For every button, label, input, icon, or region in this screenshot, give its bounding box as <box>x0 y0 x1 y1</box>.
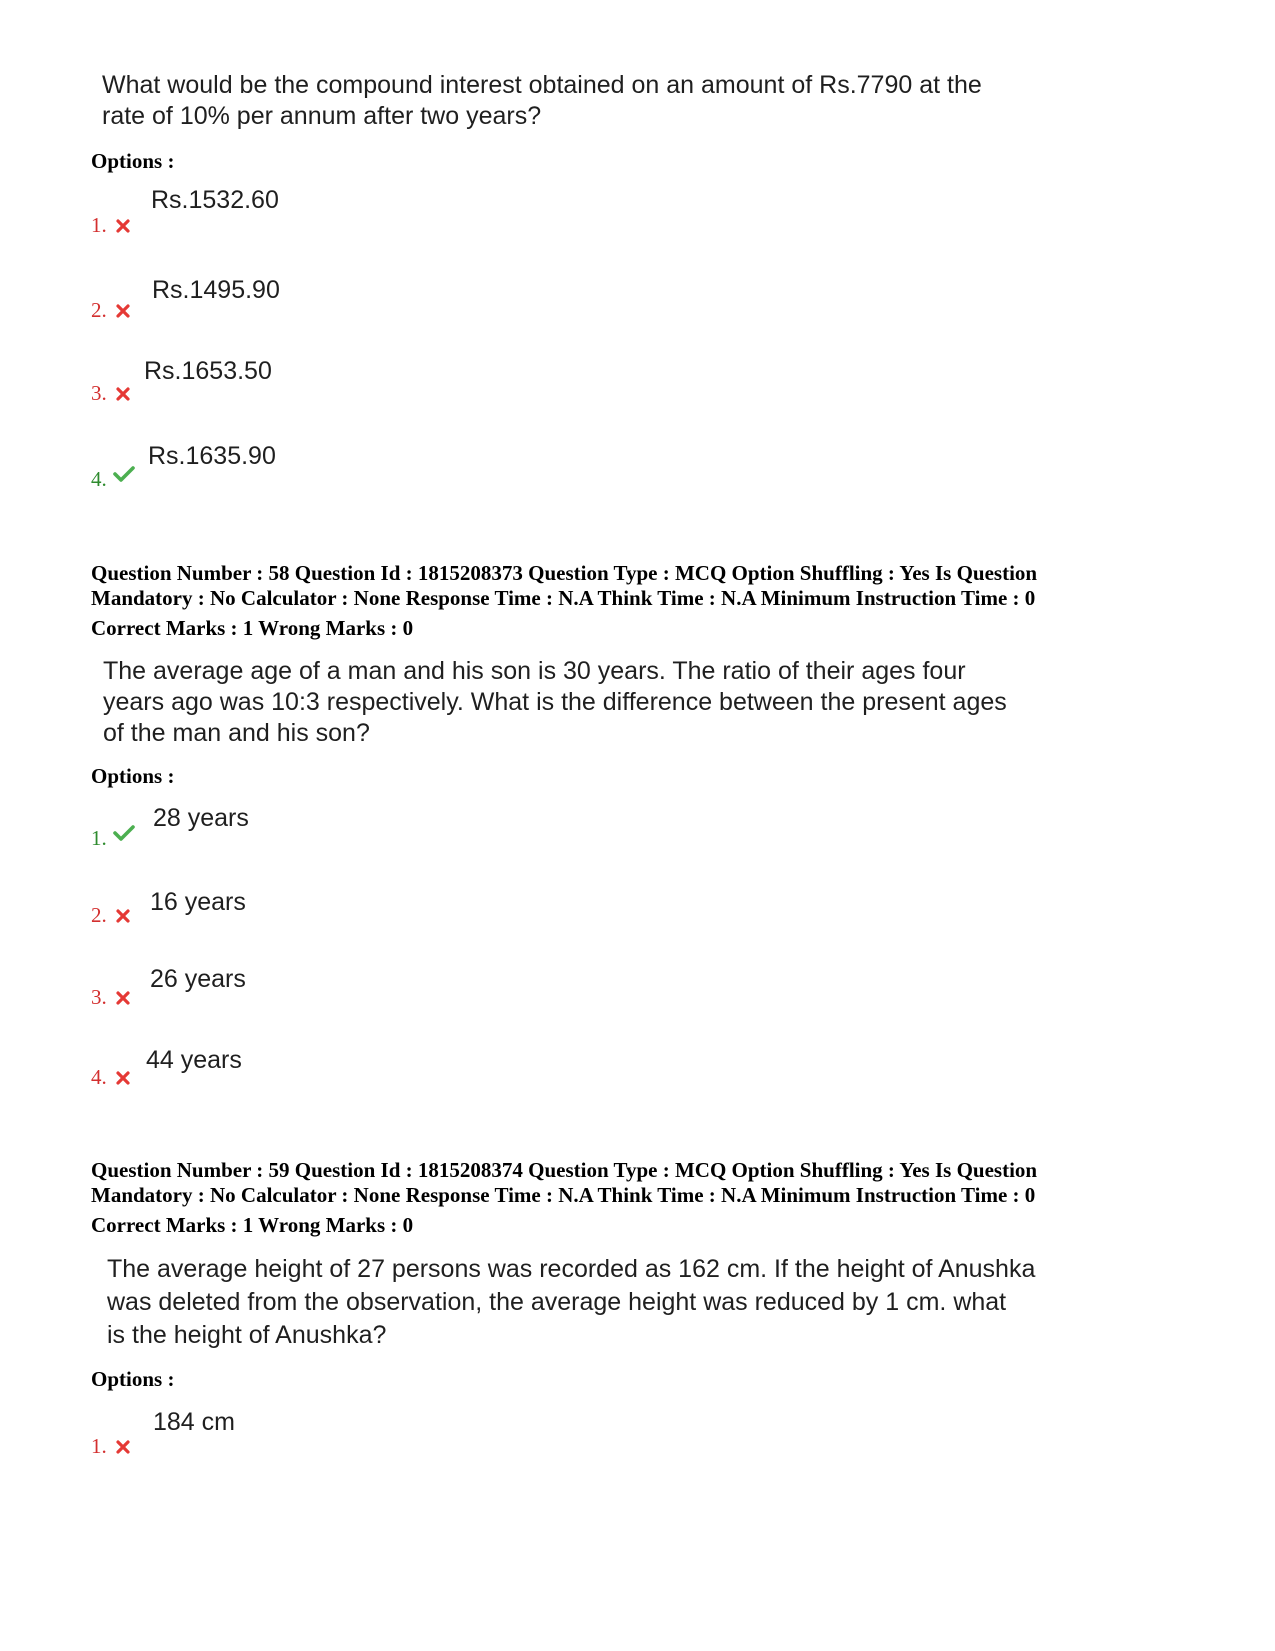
question-59-meta-line-1: Question Number : 59 Question Id : 1815208374 Question Type : MCQ Option Shuffling : Yes Is Question <box>91 1158 1038 1182</box>
check-icon <box>113 824 135 842</box>
cross-icon <box>116 1440 130 1454</box>
question-59-meta-line-2: Mandatory : No Calculator : None Response Time : N.A Think Time : N.A Minimum Instruction Time : 0 <box>91 1183 1036 1207</box>
cross-icon <box>116 1071 130 1085</box>
option-text: 28 years <box>153 804 249 832</box>
option-text: Rs.1495.90 <box>152 276 280 304</box>
option-text: Rs.1635.90 <box>148 442 276 470</box>
question-text-line: was deleted from the observation, the average height was reduced by 1 cm. what <box>107 1288 1007 1316</box>
check-icon <box>113 465 135 483</box>
cross-icon <box>116 387 130 401</box>
option-number: 3. <box>91 381 107 405</box>
question-58-text <box>103 656 1007 749</box>
option-number: 2. <box>91 903 107 927</box>
option-number: 2. <box>91 298 107 322</box>
question-57-text <box>102 70 982 132</box>
option-text: 44 years <box>146 1046 242 1074</box>
question-text-line: What would be the compound interest obtained on an amount of Rs.7790 at the <box>102 71 982 99</box>
option-number: 1. <box>91 1434 107 1458</box>
option-text: Rs.1532.60 <box>151 186 279 214</box>
option-number: 4. <box>91 1065 107 1089</box>
question-58-meta-line-1: Question Number : 58 Question Id : 1815208373 Question Type : MCQ Option Shuffling : Yes Is Question <box>91 561 1038 585</box>
question-text-line: is the height of Anushka? <box>107 1321 387 1349</box>
question-text-line: rate of 10% per annum after two years? <box>102 102 542 130</box>
cross-icon <box>116 219 130 233</box>
question-text-line: The average height of 27 persons was recorded as 162 cm. If the height of Anushka <box>107 1255 1036 1283</box>
option-text: Rs.1653.50 <box>144 357 272 385</box>
question-58-marks: Correct Marks : 1 Wrong Marks : 0 <box>91 616 414 640</box>
option-number: 4. <box>91 467 107 491</box>
question-58-meta-line-2: Mandatory : No Calculator : None Response Time : N.A Think Time : N.A Minimum Instruction Time : 0 <box>91 586 1036 610</box>
question-text-line: of the man and his son? <box>103 719 370 747</box>
options-label: Options : <box>91 149 175 173</box>
question-text-line: years ago was 10:3 respectively. What is the difference between the present ages <box>103 688 1007 716</box>
option-text: 184 cm <box>153 1408 235 1436</box>
question-59-marks: Correct Marks : 1 Wrong Marks : 0 <box>91 1213 414 1237</box>
question-59-text <box>107 1253 1035 1352</box>
cross-icon <box>116 991 130 1005</box>
option-number: 1. <box>91 213 107 237</box>
question-text-line: The average age of a man and his son is 30 years. The ratio of their ages four <box>103 657 966 685</box>
option-number: 1. <box>91 826 107 850</box>
cross-icon <box>116 304 130 318</box>
option-text: 16 years <box>150 888 246 916</box>
option-number: 3. <box>91 985 107 1009</box>
options-label: Options : <box>91 1367 175 1391</box>
cross-icon <box>116 909 130 923</box>
option-text: 26 years <box>150 965 246 993</box>
options-label: Options : <box>91 764 175 788</box>
